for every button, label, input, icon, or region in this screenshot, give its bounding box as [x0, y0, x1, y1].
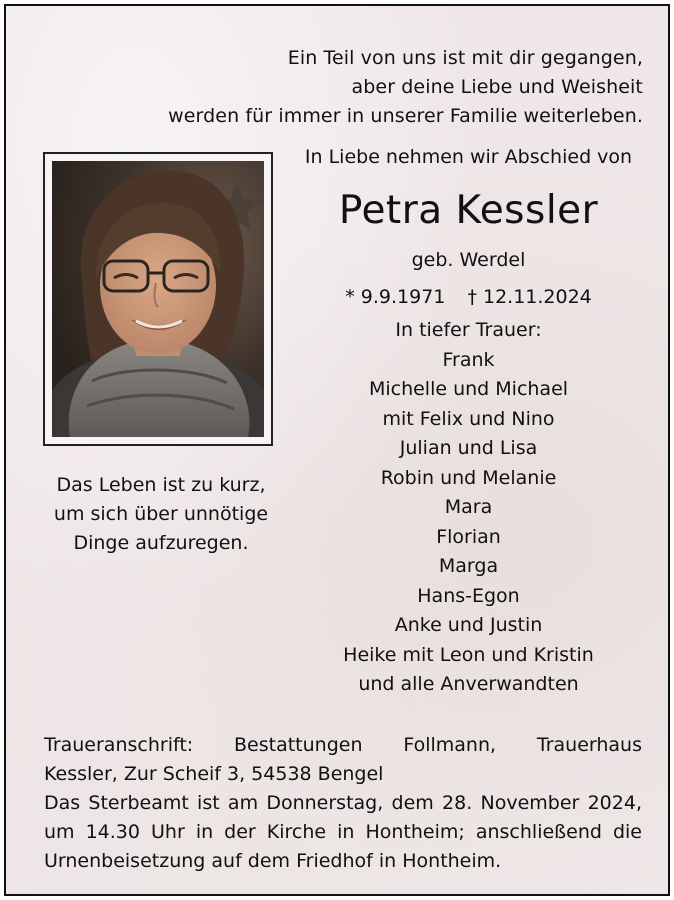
life-dates	[276, 286, 661, 308]
farewell-intro: In Liebe nehmen wir Abschied von	[304, 146, 633, 168]
mourning-address-line: Kessler, Zur Scheif 3, 54538 Bengel	[44, 763, 384, 785]
mourner-entry: Hans-Egon	[417, 584, 520, 607]
mourner-entry: und alle Anverwandten	[358, 673, 579, 695]
mourner-entry: Julian und Lisa	[399, 437, 538, 459]
service-details: Das Sterbeamt ist am Donnerstag, dem 28. November 2024, um 14.30 Uhr in der Kirche in Hontheim; anschließend die Urnenbeisetzung auf dem Friedhof in Hontheim.	[44, 792, 642, 872]
quote-line: Das Leben ist zu kurz,	[56, 474, 266, 496]
mourner-entry: Anke und Justin	[394, 614, 543, 636]
mourner-entry: Heike mit Leon und Kristin	[343, 643, 594, 666]
portrait-photo	[52, 161, 264, 437]
portrait-frame	[43, 152, 273, 446]
deceased-name: Petra Kessler	[338, 188, 599, 233]
obituary-frame	[4, 4, 670, 896]
death-date: † 12.11.2024	[467, 286, 592, 308]
mourners-list	[276, 316, 661, 700]
mourner-entry: Robin und Melanie	[380, 466, 557, 489]
mourner-entry: Marga	[438, 555, 499, 577]
portrait-illustration	[52, 161, 264, 437]
mourners-heading: In tiefer Trauer:	[395, 319, 542, 341]
mourner-entry: Florian	[436, 525, 501, 548]
mourning-address-line: Traueranschrift: Bestattungen Follmann, Trauerhaus	[44, 734, 642, 756]
poem-line: Ein Teil von uns ist mit dir gegangen,	[287, 47, 643, 69]
quote	[26, 471, 296, 558]
mourner-entry: Mara	[444, 496, 493, 518]
opening-poem	[106, 44, 643, 131]
quote-line: um sich über unnötige	[53, 503, 269, 525]
mourner-entry: Michelle und Michael	[368, 378, 569, 400]
poem-line: werden für immer in unserer Familie weiterleben.	[168, 105, 643, 127]
funeral-details	[44, 731, 642, 876]
maiden-name: geb. Werdel	[411, 249, 526, 271]
mourner-entry: mit Felix und Nino	[382, 407, 555, 430]
mourner-entry: Frank	[442, 348, 495, 371]
quote-line: Dinge aufzuregen.	[73, 532, 249, 554]
birth-date: * 9.9.1971	[345, 286, 446, 308]
poem-line: aber deine Liebe und Weisheit	[351, 76, 643, 98]
